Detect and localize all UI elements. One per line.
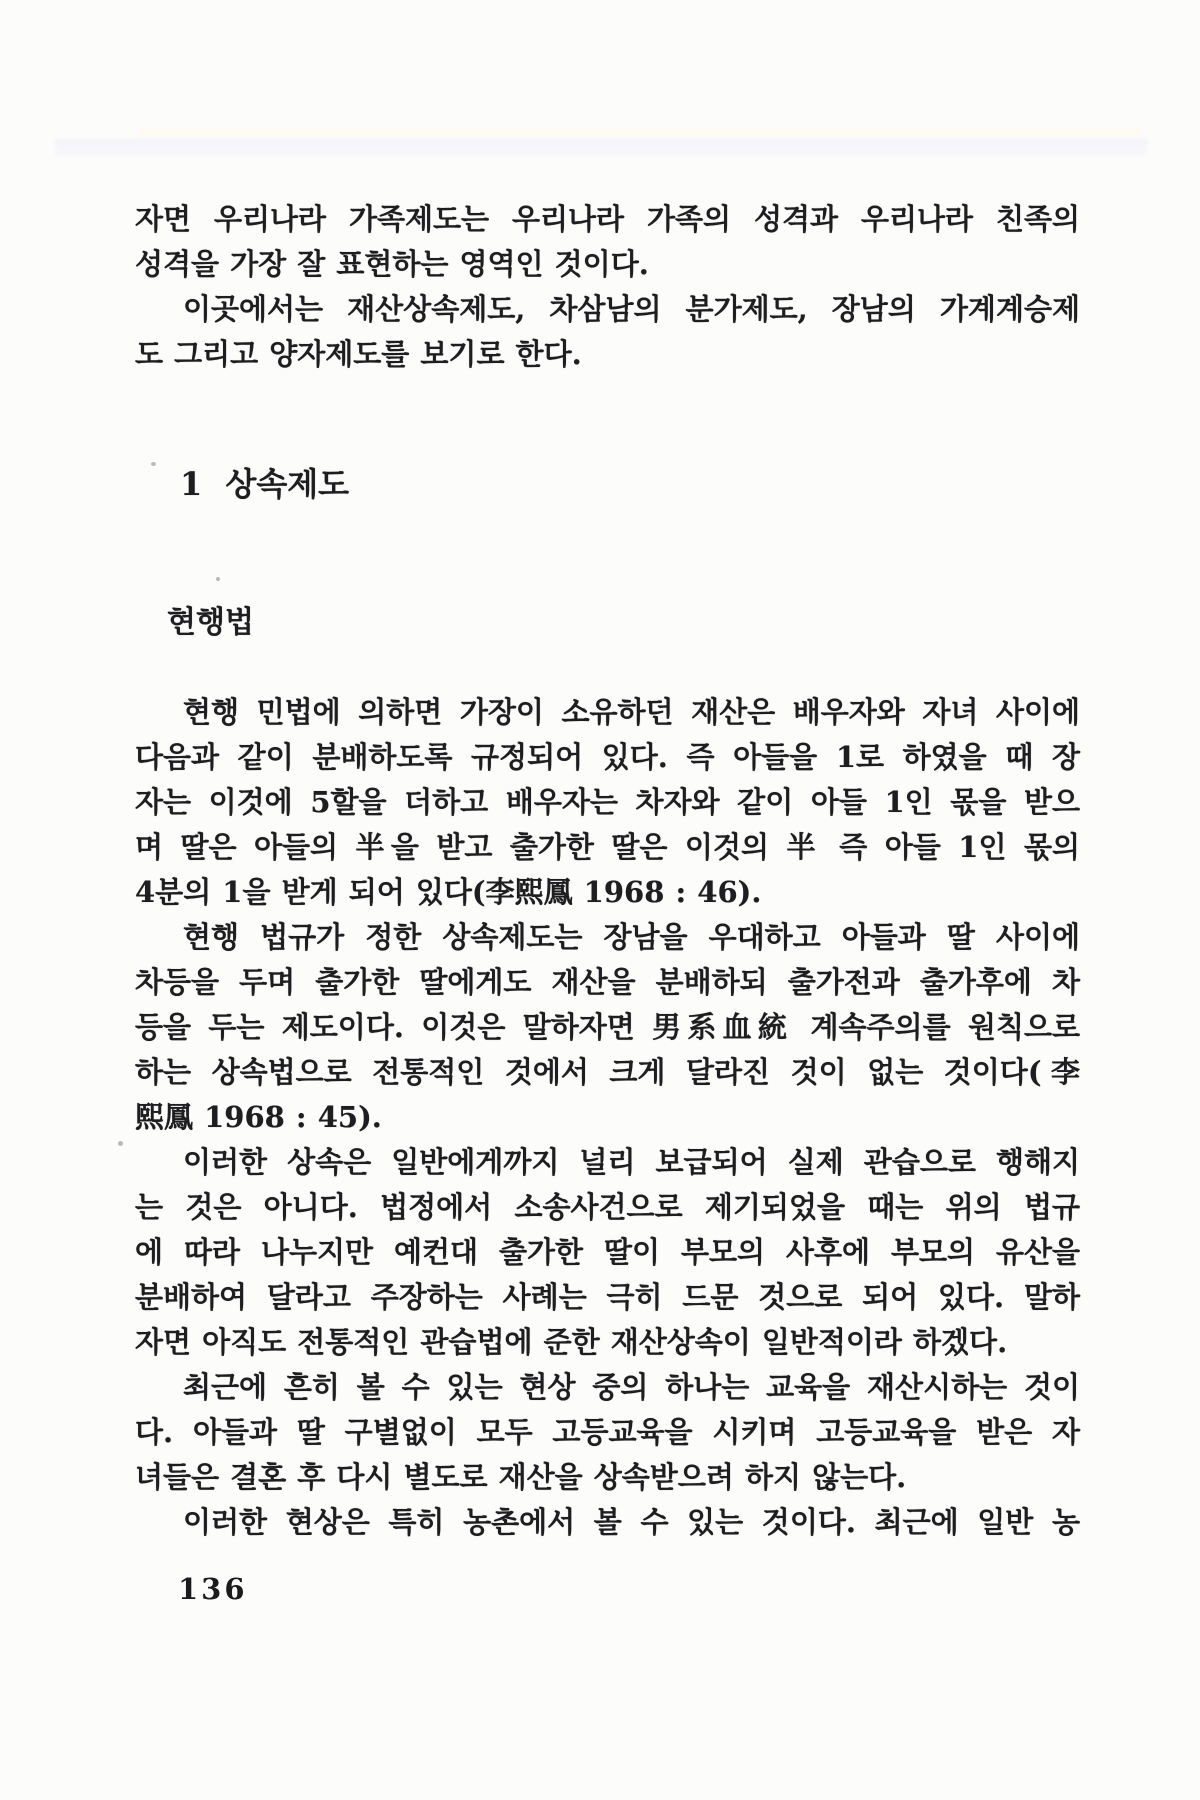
text-line: 분배하여 달라고 주장하는 사례는 극히 드문 것으로 되어 있다. 말하: [135, 1280, 1080, 1314]
scan-speck: [118, 1141, 123, 1146]
text-line: 도 그리고 양자제도를 보기로 한다.: [135, 337, 582, 371]
text-line: 며 딸은 아들의 半을 받고 출가한 딸은 이것의 半 즉 아들 1인 몫의: [135, 830, 1080, 864]
text-line: 현행 민법에 의하면 가장이 소유하던 재산은 배우자와 자녀 사이에: [183, 695, 1080, 729]
text-line: 이러한 현상은 특히 농촌에서 볼 수 있는 것이다. 최근에 일반 농: [183, 1505, 1080, 1539]
section-heading: 1 상속제도: [180, 465, 350, 503]
text-line: 는 것은 아니다. 법정에서 소송사건으로 제기되었을 때는 위의 법규: [135, 1190, 1080, 1224]
text-line: 자면 우리나라 가족제도는 우리나라 가족의 성격과 우리나라 친족의: [135, 202, 1080, 236]
text-line: 성격을 가장 잘 표현하는 영역인 것이다.: [135, 247, 649, 281]
text-line: 이곳에서는 재산상속제도, 차삼남의 분가제도, 장남의 가계계승제: [183, 292, 1080, 326]
text-line: 다. 아들과 딸 구별없이 모두 고등교육을 시키며 고등교육을 받은 자: [135, 1415, 1080, 1449]
text-line: 차등을 두며 출가한 딸에게도 재산을 분배하되 출가전과 출가후에 차: [135, 965, 1080, 999]
text-line: 이러한 상속은 일반에게까지 널리 보급되어 실제 관습으로 행해지: [183, 1145, 1080, 1179]
text-line: 녀들은 결혼 후 다시 별도로 재산을 상속받으려 하지 않는다.: [135, 1460, 907, 1494]
paragraph-body: [135, 690, 1080, 1545]
text-line: 현행 법규가 정한 상속제도는 장남을 우대하고 아들과 딸 사이에: [183, 920, 1080, 954]
subsection-heading: 현행법: [167, 605, 254, 640]
text-line: 자는 이것에 5할을 더하고 배우자는 차자와 같이 아들 1인 몫을 받으: [135, 785, 1080, 819]
text-line: 등을 두는 제도이다. 이것은 말하자면 男系血統 계속주의를 원칙으로: [135, 1010, 1080, 1044]
text-line: 최근에 흔히 볼 수 있는 현상 중의 하나는 교육을 재산시하는 것이: [183, 1370, 1080, 1404]
page-number: 136: [178, 1572, 248, 1606]
text-line: 자면 아직도 전통적인 관습법에 준한 재산상속이 일반적이라 하겠다.: [135, 1325, 1008, 1359]
text-line: 다음과 같이 분배하도록 규정되어 있다. 즉 아들을 1로 하였을 때 장: [135, 740, 1080, 774]
text-line: 하는 상속법으로 전통적인 것에서 크게 달라진 것이 없는 것이다(李: [135, 1055, 1080, 1089]
text-line: 4분의 1을 받게 되어 있다(李熙鳳 1968 : 46).: [135, 875, 762, 909]
paragraph-intro: [135, 197, 1080, 377]
scan-artifact-gray-band: [55, 139, 1147, 155]
text-line: 熙鳳 1968 : 45).: [135, 1100, 382, 1134]
scan-artifact-cream-band: [140, 129, 1140, 137]
text-line: 에 따라 나누지만 예컨대 출가한 딸이 부모의 사후에 부모의 유산을: [135, 1235, 1080, 1269]
text-block: [135, 197, 1080, 1545]
